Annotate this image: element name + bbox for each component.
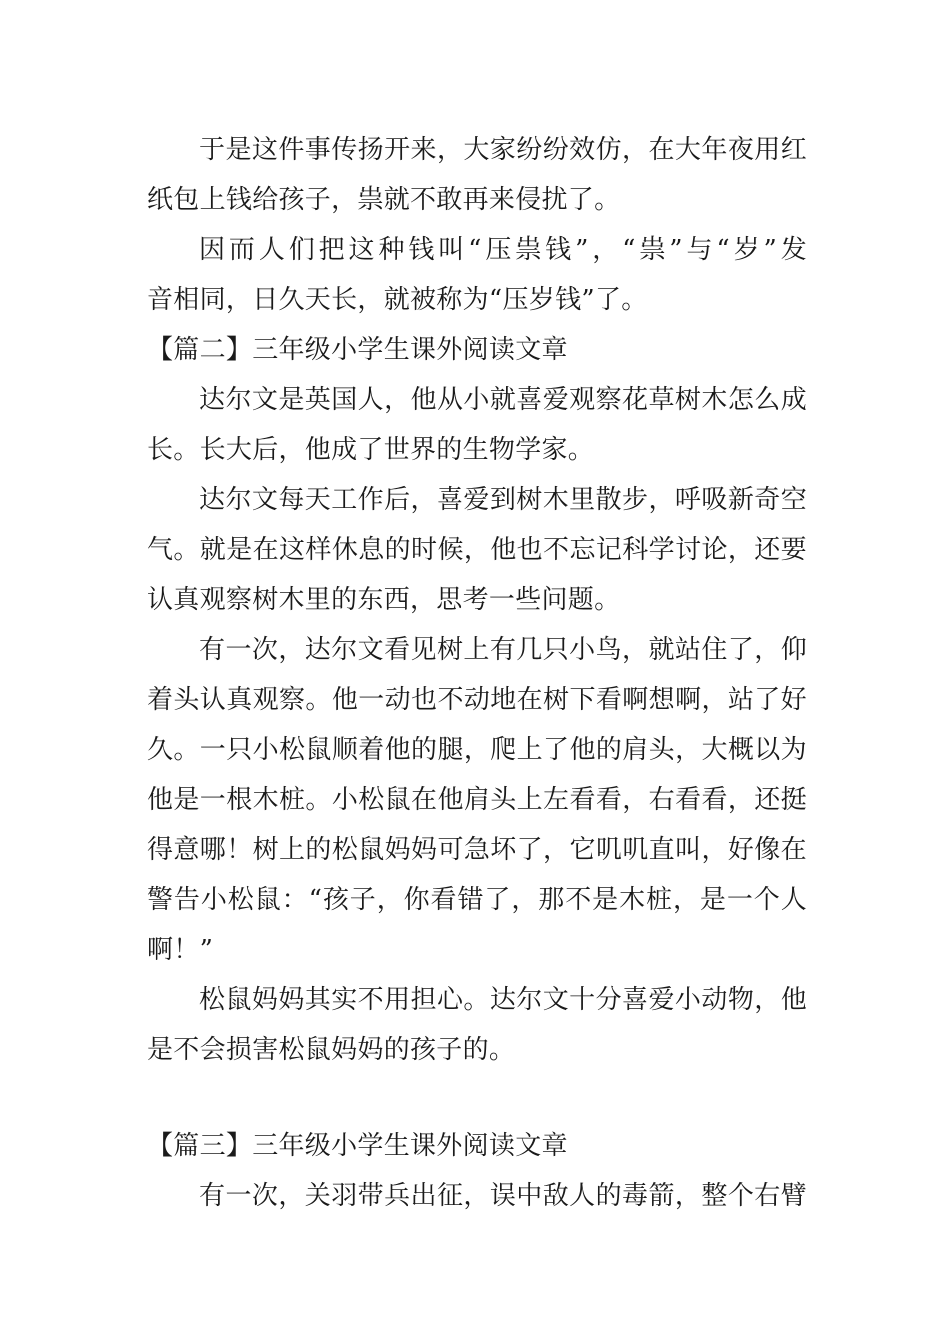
paragraph-line: 警告小松鼠：“孩子，你看错了，那不是木桩，是一个人 bbox=[147, 885, 807, 915]
section-heading: 【篇二】三年级小学生课外阅读文章 bbox=[147, 335, 568, 365]
paragraph-line: 达尔文每天工作后，喜爱到树木里散步，呼吸新奇空 bbox=[199, 485, 807, 515]
paragraph-line: 啊！” bbox=[147, 935, 214, 965]
paragraph-line: 认真观察树木里的东西，思考一些问题。 bbox=[147, 585, 621, 615]
paragraph-line: 达尔文是英国人，他从小就喜爱观察花草树木怎么成 bbox=[199, 385, 807, 415]
section-heading: 【篇三】三年级小学生课外阅读文章 bbox=[147, 1131, 568, 1161]
paragraph-line: 长。长大后，他成了世界的生物学家。 bbox=[147, 435, 595, 465]
paragraph-line: 于是这件事传扬开来，大家纷纷效仿，在大年夜用红 bbox=[199, 135, 807, 165]
paragraph-line: 有一次，关羽带兵出征，误中敌人的毒箭，整个右臂 bbox=[199, 1181, 807, 1211]
paragraph-line: 音相同，日久天长，就被称为“压岁钱”了。 bbox=[147, 285, 648, 315]
paragraph-line: 是不会损害松鼠妈妈的孩子的。 bbox=[147, 1035, 516, 1065]
paragraph-line: 纸包上钱给孩子，祟就不敢再来侵扰了。 bbox=[147, 185, 621, 215]
paragraph-line: 松鼠妈妈其实不用担心。达尔文十分喜爱小动物，他 bbox=[199, 985, 807, 1015]
paragraph-line: 气。就是在这样休息的时候，他也不忘记科学讨论，还要 bbox=[147, 535, 807, 565]
paragraph-line: 久。一只小松鼠顺着他的腿，爬上了他的肩头，大概以为 bbox=[147, 735, 807, 765]
paragraph-line: 他是一根木桩。小松鼠在他肩头上左看看，右看看，还挺 bbox=[147, 785, 807, 815]
paragraph-line: 因而人们把这种钱叫“压祟钱”，“祟”与“岁”发 bbox=[199, 235, 807, 265]
paragraph-line: 着头认真观察。他一动也不动地在树下看啊想啊，站了好 bbox=[147, 685, 807, 715]
paragraph-line: 有一次，达尔文看见树上有几只小鸟，就站住了，仰 bbox=[199, 635, 807, 665]
paragraph-line: 得意哪！树上的松鼠妈妈可急坏了，它叽叽直叫，好像在 bbox=[147, 835, 807, 865]
